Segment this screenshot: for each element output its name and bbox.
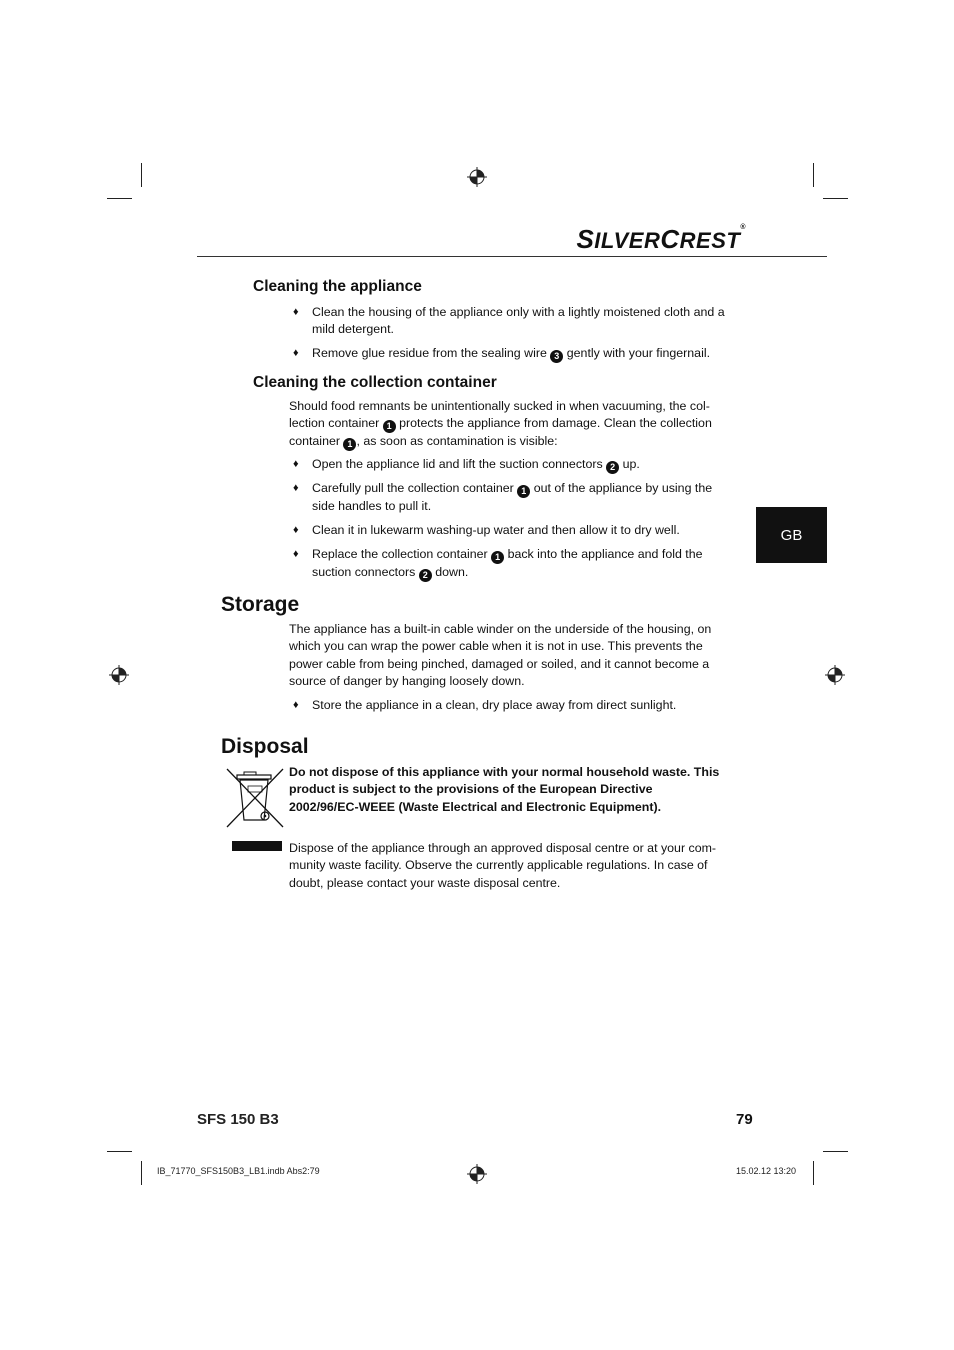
crop-mark bbox=[107, 1151, 132, 1152]
print-slug-left: IB_71770_SFS150B3_LB1.indb Abs2:79 bbox=[157, 1166, 320, 1176]
callout-number-icon: 3 bbox=[550, 350, 563, 363]
crop-mark bbox=[823, 198, 848, 199]
crop-mark bbox=[823, 1151, 848, 1152]
crop-mark bbox=[813, 163, 814, 187]
callout-number-icon: 1 bbox=[383, 420, 396, 433]
heading-cleaning-container: Cleaning the collection container bbox=[253, 374, 497, 391]
diamond-bullet-icon: ♦ bbox=[293, 482, 299, 494]
paragraph-warning: Do not dispose of this appliance with your normal household waste. This product is subject to the provisions of the European Directive 2002/96/EC-WEEE (Waste Electrical and Electronic Equipment). bbox=[289, 765, 720, 814]
brand-logo: SILVERCREST® bbox=[576, 224, 746, 254]
registration-mark-icon bbox=[825, 665, 845, 685]
registration-mark-icon bbox=[467, 1164, 487, 1184]
callout-number-icon: 1 bbox=[343, 438, 356, 451]
diamond-bullet-icon: ♦ bbox=[293, 699, 299, 711]
diamond-bullet-icon: ♦ bbox=[293, 458, 299, 470]
header-rule bbox=[197, 256, 827, 257]
registration-mark-icon bbox=[467, 167, 487, 187]
heading-disposal: Disposal bbox=[221, 735, 309, 758]
crop-mark bbox=[141, 163, 142, 187]
callout-number-icon: 1 bbox=[517, 485, 530, 498]
paragraph: Should food remnants be unintentionally sucked in when vacuuming, the col- lection container 1 protects the appliance from damage. Clean the collection container 1 , as soon as contamination is visible: bbox=[289, 399, 712, 450]
diamond-bullet-icon: ♦ bbox=[293, 347, 299, 359]
diamond-bullet-icon: ♦ bbox=[293, 306, 299, 318]
crop-mark bbox=[107, 198, 132, 199]
crop-mark bbox=[141, 1161, 142, 1185]
model-number: SFS 150 B3 bbox=[197, 1111, 279, 1128]
heading-storage: Storage bbox=[221, 593, 300, 616]
weee-crossed-bin-icon bbox=[224, 766, 286, 852]
callout-number-icon: 1 bbox=[491, 551, 504, 564]
callout-number-icon: 2 bbox=[606, 461, 619, 474]
diamond-bullet-icon: ♦ bbox=[293, 548, 299, 560]
paragraph: The appliance has a built-in cable winder on the underside of the housing, on which you can wrap the power cable when it is not in use. This prevents the power cable from being pinched, damaged or soiled, and it cannot become a source of danger by hanging loosely down. bbox=[289, 622, 712, 688]
registration-mark-icon bbox=[109, 665, 129, 685]
callout-number-icon: 2 bbox=[419, 569, 432, 582]
language-tab: GB bbox=[756, 507, 827, 563]
print-slug-right: 15.02.12 13:20 bbox=[736, 1166, 797, 1176]
crop-mark bbox=[813, 1161, 814, 1185]
heading-cleaning-appliance: Cleaning the appliance bbox=[253, 278, 422, 295]
page-number: 79 bbox=[736, 1111, 753, 1128]
diamond-bullet-icon: ♦ bbox=[293, 524, 299, 536]
paragraph: Dispose of the appliance through an approved disposal centre or at your com-munity waste facility. Observe the currently applicable regulations. In case of doubt, please contact your waste disposal centre. bbox=[289, 841, 717, 890]
